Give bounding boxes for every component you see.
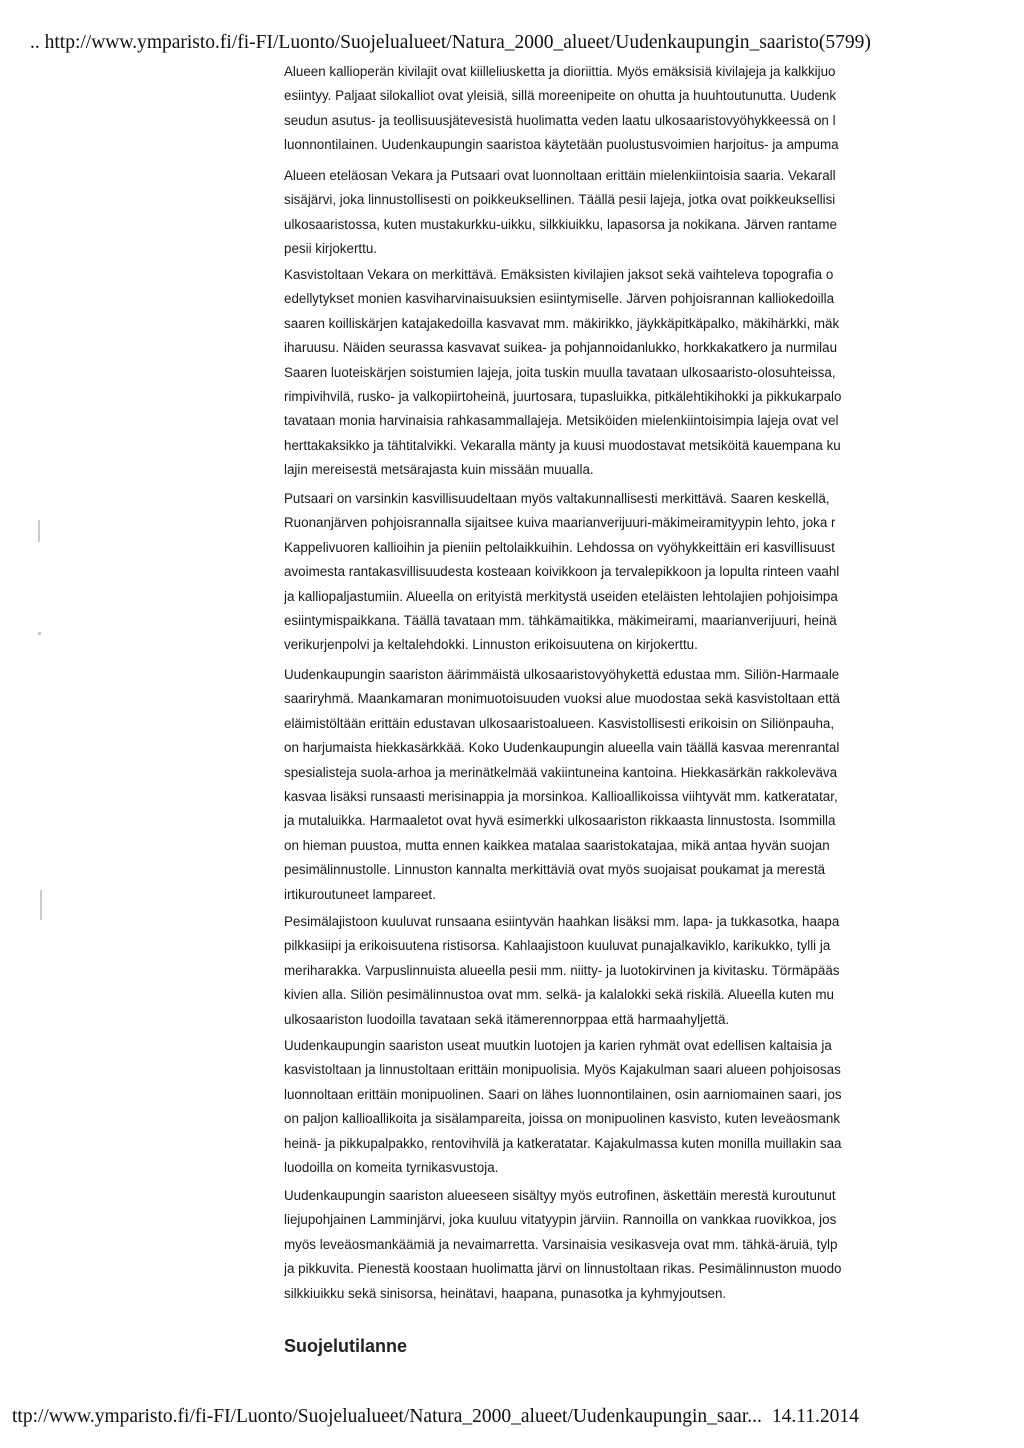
text-line: esiintymispaikkana. Täällä tavataan mm. tähkämaitikka, mäkimeirami, maarianverijuuri, heinä [284, 612, 837, 628]
text-line: Uudenkaupungin saariston useat muutkin luotojen ja karien ryhmät ovat edellisen kaltaisia ja [284, 1038, 832, 1053]
text-line: silkkiuikku sekä sinisorsa, heinätavi, haapana, punasotka ja kyhmyjoutsen. [284, 1285, 727, 1301]
section-heading: Suojelutilanne [284, 1336, 408, 1356]
text-line: Pesimälajistoon kuuluvat runsaana esiintyvän haahkan lisäksi mm. lapa- ja tukkasotka, haapa [284, 914, 840, 929]
text-line: avoimesta rantakasvillisuudesta kosteaan koivikkoon ja tervalepikkoon ja lopulta rinteen vaahl [284, 564, 840, 580]
scan-mark [38, 520, 40, 542]
text-line: saariryhmä. Maankamaran monimuotoisuuden vuoksi alue muodostaa sekä kasvistoltaan että [284, 691, 841, 707]
text-line: on hieman puustoa, mutta ennen kaikkea matalaa saaristokatajaa, mikä antaa hyvän suojan [284, 837, 830, 853]
text-line: saaren koilliskärjen katajakedoilla kasvavat mm. mäkirikko, jäykkäpitkäpalko, mäkihärkki, mäk [284, 315, 840, 331]
text-line: Alueen eteläosan Vekara ja Putsaari ovat luonnoltaan erittäin mielenkiintoisia saaria. Vekarall [284, 168, 836, 183]
text-line: Uudenkaupungin saariston alueeseen sisältyy myös eutrofinen, äskettäin merestä kuroutunut [284, 1188, 836, 1203]
text-line: lajin mereisestä metsärajasta kuin missään muualla. [284, 462, 594, 478]
text-line: luodoilla on komeita tyrnikasvustoja. [284, 1159, 499, 1175]
paragraph [284, 487, 839, 658]
text-line: pilkkasiipi ja erikoisuutena ristisorsa. Kahlaajistoon kuuluvat punajalkaviklo, karikukko, tylli ja [284, 938, 831, 954]
text-line: liejupohjainen Lamminjärvi, joka kuuluu vitatyypin järviin. Rannoilla on vankkaa ruovikkoa, jos [284, 1212, 837, 1228]
text-line: myös leveäosmankäämiä ja nevaimarretta. Varsinaisia vesikasveja ovat mm. tähkä-äruiä, tylp [284, 1236, 838, 1252]
footer-url: ttp://www.ymparisto.fi/fi-FI/Luonto/Suojelualueet/Natura_2000_alueet/Uudenkaupungin_saar... [12, 1406, 762, 1427]
text-line: Alueen kallioperän kivilajit ovat kiilleliusketta ja dioriittia. Myös emäksisiä kivilajeja ja kalkkijuo [284, 64, 836, 79]
text-line: meriharakka. Varpuslinnuista alueella pesii mm. niitty- ja luotokirvinen ja kivitasku. Törmäpääs [284, 962, 840, 978]
text-line: ja kalliopaljastumiin. Alueella on erityistä merkitystä useiden eteläisten lehtolajien pohjoisimpa [284, 588, 838, 604]
footer-date: 14.11.2014 [771, 1406, 859, 1427]
text-line: ulkosaaristossa, kuten mustakurkku-uikku, silkkiuikku, lapasorsa ja nokikana. Järven rantame [284, 216, 837, 232]
text-line: esiintyy. Paljaat silokalliot ovat yleisiä, sillä moreenipeite on ohutta ja huuhtoutunutta. Uudenk [284, 88, 837, 104]
text-line: eläimistöltään erittäin edustavan ulkosaaristoalueen. Kasvistollisesti erikoisin on Siliönpauha, [284, 715, 835, 731]
paragraph [284, 60, 839, 158]
text-line: irtikuroutuneet lampareet. [284, 886, 436, 902]
paragraph [284, 910, 839, 1032]
text-line: rimpivihvilä, rusko- ja valkopiirtoheinä, juurtosara, tupasluikka, pitkälehtikihokki ja pikkukarpalo [284, 388, 842, 404]
text-line: luonnontilainen. Uudenkaupungin saaristoa käytetään puolustusvoimien harjoitus- ja ampuma [284, 137, 839, 153]
footer [12, 1406, 859, 1428]
paragraph [284, 663, 840, 907]
text-line: kivien alla. Siliön pesimälinnustoa ovat mm. selkä- ja kalalokki sekä riskilä. Alueella kuten mu [284, 987, 835, 1003]
text-line: seudun asutus- ja teollisuusjätevesistä huolimatta veden laatu ulkosaaristovyöhykkeessä on l [284, 112, 836, 128]
header-url: .. http://www.ymparisto.fi/fi-FI/Luonto/Suojelualueet/Natura_2000_alueet/Uudenkaupungin_saaristo(5799) [30, 32, 871, 53]
text-line: luonnoltaan erittäin monipuolinen. Saari on lähes luonnontilainen, osin aarniomainen saari, jos [284, 1086, 842, 1102]
text-line: Uudenkaupungin saariston äärimmäistä ulkosaaristovyöhykettä edustaa mm. Siliön-Harmaale [284, 667, 840, 682]
scan-mark [40, 890, 42, 920]
text-line: edellytykset monien kasviharvinaisuuksien esiintymiselle. Järven pohjoisrannan kalliokedoilla [284, 291, 835, 307]
text-line: kasvaa lisäksi runsaasti merisinappia ja morsinkoa. Kallioallikoissa viihtyvät mm. katkeratatar, [284, 788, 838, 804]
paragraph [284, 1034, 842, 1180]
paragraph [284, 1184, 842, 1306]
scan-mark [38, 632, 41, 635]
article-content [284, 0, 1024, 1448]
text-line: Saaren luoteiskärjen soistumien lajeja, joita tuskin muulla tavataan ulkosaaristo-olosuhteissa, [284, 364, 836, 380]
text-line: pesimälinnustolle. Linnuston kannalta merkittäviä ovat myös suojaisat poukamat ja merestä [284, 862, 826, 878]
text-line: ja pikkuvita. Pienestä koostaan huolimatta järvi on linnustoltaan rikas. Pesimälinnuston muodo [284, 1261, 842, 1277]
text-line: tavataan monia harvinaisia rahkasammallajeja. Metsiköiden mielenkiintoisimpia lajeja ovat vel [284, 413, 839, 429]
text-line: spesialisteja suola-arhoa ja merinätkelmää vakiintuneina kantoina. Hiekkasärkän rakkoleväva [284, 764, 838, 780]
text-line: herttakaksikko ja tähtitalvikki. Vekaralla mänty ja kuusi muodostavat metsiköitä kauempana ku [284, 437, 841, 453]
text-line: Kasvistoltaan Vekara on merkittävä. Emäksisten kivilajien jaksot sekä vaihteleva topografia o [284, 267, 834, 282]
paragraph [284, 164, 837, 262]
text-line: sisäjärvi, joka linnustollisesti on poikkeuksellinen. Täällä pesii lajeja, jotka ovat poikkeuksellisi [284, 192, 836, 208]
text-line: kasvistoltaan ja linnustoltaan erittäin monipuolisia. Myös Kajakulman saari alueen pohjoisosas [284, 1062, 841, 1078]
text-line: ulkosaariston luodoilla tavataan sekä itämerennorppaa että harmaahyljettä. [284, 1011, 730, 1027]
text-line: on paljon kallioallikoita ja sisälampareita, joissa on monipuolinen kasvisto, kuten leveäosmank [284, 1111, 841, 1127]
text-line: ja mutaluikka. Harmaaletot ovat hyvä esimerkki ulkosaariston rikkaasta linnustosta. Isommilla [284, 813, 836, 829]
text-line: Ruonanjärven pohjoisrannalla sijaitsee kuiva maarianverijuuri-mäkimeiramityypin lehto, joka r [284, 515, 836, 531]
text-line: verikurjenpolvi ja keltalehdokki. Linnuston erikoisuutena on kirjokerttu. [284, 637, 698, 653]
text-line: on harjumaista hiekkasärkkää. Koko Uudenkaupungin alueella vain täällä kasvaa merenrantal [284, 740, 840, 756]
paragraph [284, 263, 841, 483]
text-line: pesii kirjokerttu. [284, 241, 378, 257]
text-line: Putsaari on varsinkin kasvillisuudeltaan myös valtakunnallisesti merkittävä. Saaren keskellä, [284, 491, 830, 506]
text-line: heinä- ja pikkupalpakko, rentovihvilä ja katkeratatar. Kajakulmassa kuten monilla muillakin saa [284, 1135, 842, 1151]
text-line: iharuusu. Näiden seurassa kasvavat suikea- ja pohjannoidanlukko, horkkakatkero ja nurmilau [284, 340, 838, 356]
text-line: Kappelivuoren kallioihin ja pieniin peltolaikkuihin. Lehdossa on vyöhykkeittäin eri kasvillisuust [284, 539, 835, 555]
